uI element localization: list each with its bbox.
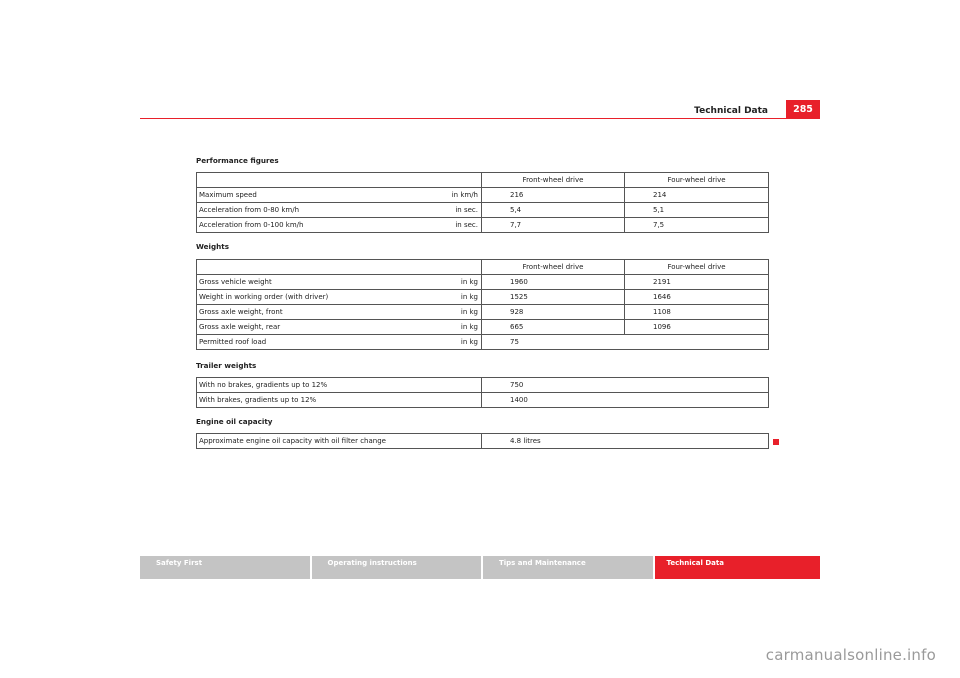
four-wheel-value: 5,1 <box>625 203 769 218</box>
row-unit: in kg <box>377 305 482 320</box>
row-unit: in kg <box>377 335 482 350</box>
trailer-weights-table <box>196 377 769 408</box>
front-wheel-value: 665 <box>482 320 625 335</box>
page-number: 285 <box>786 100 820 118</box>
front-wheel-value: 216 <box>482 188 625 203</box>
column-header-front-wheel: Front-wheel drive <box>482 260 625 275</box>
row-label: With no brakes, gradients up to 12% <box>197 378 482 393</box>
row-label: Gross vehicle weight <box>197 275 377 290</box>
four-wheel-value: 1646 <box>625 290 769 305</box>
row-unit: in sec. <box>377 203 482 218</box>
column-header-front-wheel: Front-wheel drive <box>482 173 625 188</box>
performance-title: Performance figures <box>196 156 279 165</box>
front-wheel-value: 1960 <box>482 275 625 290</box>
weights-title: Weights <box>196 242 229 251</box>
page-header-title: Technical Data <box>694 106 768 116</box>
header-divider <box>140 118 820 119</box>
row-unit: in sec. <box>377 218 482 233</box>
front-wheel-value: 7,7 <box>482 218 625 233</box>
engine-oil-title: Engine oil capacity <box>196 417 273 426</box>
column-header-four-wheel: Four-wheel drive <box>625 173 769 188</box>
section-end-marker <box>773 439 779 445</box>
row-value: 1400 <box>482 393 769 408</box>
footer-tab-safety-first[interactable]: Safety First <box>140 556 310 579</box>
engine-oil-table <box>196 433 769 449</box>
table-row <box>197 434 769 449</box>
footer-tab-tips-and-maintenance[interactable]: Tips and Maintenance <box>483 556 653 579</box>
row-label: Acceleration from 0-100 km/h <box>197 218 377 233</box>
weights-table <box>196 259 769 350</box>
row-label: Gross axle weight, rear <box>197 320 377 335</box>
footer-nav <box>140 556 820 579</box>
row-unit: in kg <box>377 275 482 290</box>
row-label: Maximum speed <box>197 188 377 203</box>
row-label: Weight in working order (with driver) <box>197 290 377 305</box>
row-value: 750 <box>482 378 769 393</box>
four-wheel-value: 214 <box>625 188 769 203</box>
front-wheel-value: 1525 <box>482 290 625 305</box>
front-wheel-value: 5,4 <box>482 203 625 218</box>
trailer-weights-title: Trailer weights <box>196 361 257 370</box>
row-unit: in km/h <box>377 188 482 203</box>
watermark-text: carmanualsonline.info <box>765 646 936 664</box>
row-unit: in kg <box>377 290 482 305</box>
table-row <box>197 218 769 233</box>
four-wheel-value: 1108 <box>625 305 769 320</box>
four-wheel-value: 7,5 <box>625 218 769 233</box>
table-row <box>197 290 769 305</box>
table-header-row <box>197 260 769 275</box>
table-row <box>197 305 769 320</box>
column-header-four-wheel: Four-wheel drive <box>625 260 769 275</box>
performance-table <box>196 172 769 233</box>
table-row <box>197 335 769 350</box>
empty-header-cell <box>197 260 482 275</box>
table-row <box>197 203 769 218</box>
row-label: Approximate engine oil capacity with oil filter change <box>197 434 482 449</box>
row-label: Permitted roof load <box>197 335 377 350</box>
footer-tab-operating-instructions[interactable]: Operating instructions <box>312 556 482 579</box>
row-label: With brakes, gradients up to 12% <box>197 393 482 408</box>
row-value: 4.8 litres <box>482 434 769 449</box>
front-wheel-value: 75 <box>482 335 769 350</box>
table-header-row <box>197 173 769 188</box>
table-row <box>197 393 769 408</box>
row-label: Acceleration from 0-80 km/h <box>197 203 377 218</box>
row-unit: in kg <box>377 320 482 335</box>
footer-tab-technical-data[interactable]: Technical Data <box>655 556 821 579</box>
four-wheel-value: 1096 <box>625 320 769 335</box>
table-row <box>197 275 769 290</box>
front-wheel-value: 928 <box>482 305 625 320</box>
table-row <box>197 320 769 335</box>
empty-header-cell <box>197 173 482 188</box>
table-row <box>197 188 769 203</box>
table-row <box>197 378 769 393</box>
row-label: Gross axle weight, front <box>197 305 377 320</box>
four-wheel-value: 2191 <box>625 275 769 290</box>
